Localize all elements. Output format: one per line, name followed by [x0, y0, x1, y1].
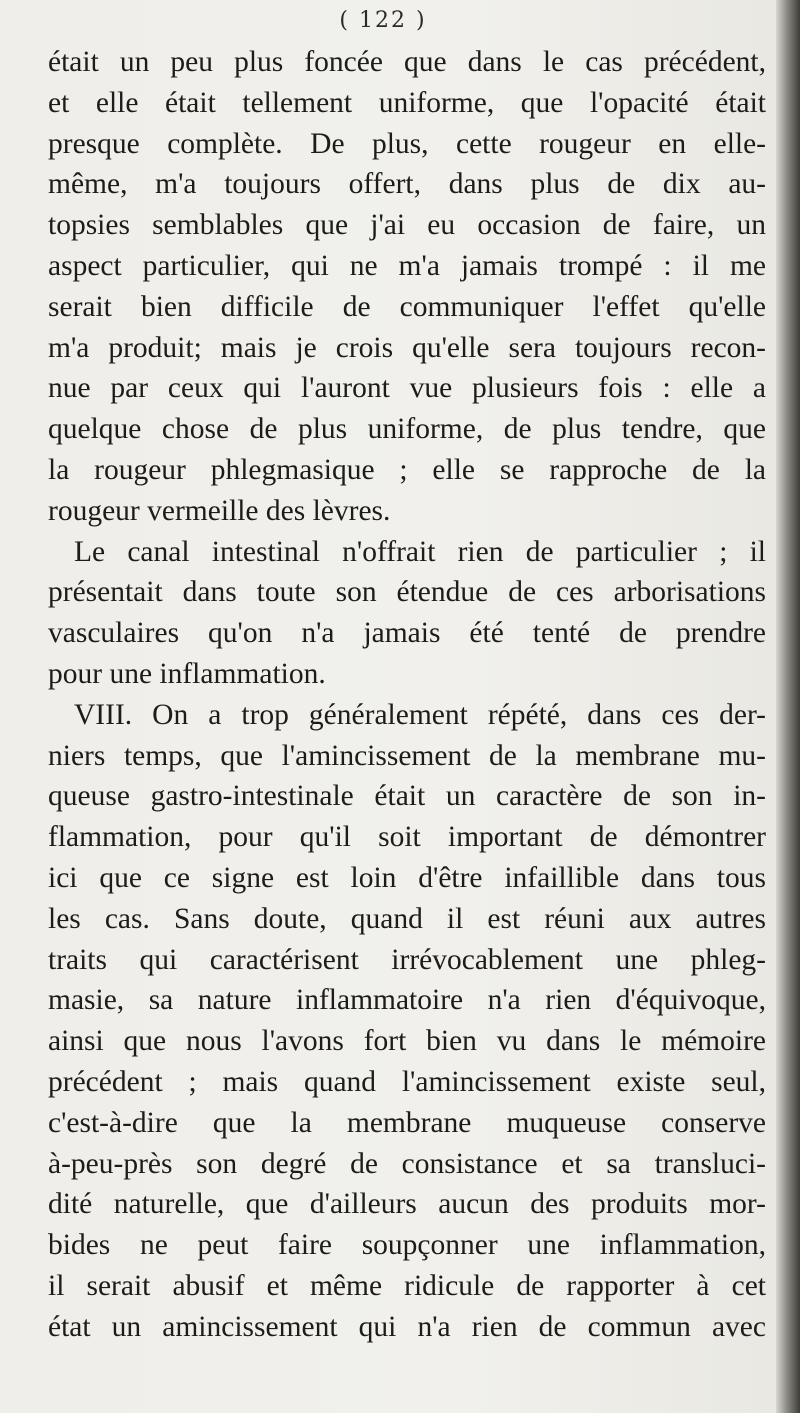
paragraph-start-line: Le canal intestinal n'offrait rien de particulier ; il [74, 535, 766, 568]
text-line: pour une inflammation. [48, 657, 326, 690]
text-line: était un peu plus foncée que dans le cas précédent, [48, 46, 766, 78]
text-line: la rougeur phlegmasique ; elle se rapproche de la [48, 453, 766, 486]
page-binding-edge [776, 0, 800, 1413]
text-line: niers temps, que l'amincissement de la membrane mu- [48, 739, 766, 772]
text-line: m'a produit; mais je crois qu'elle sera toujours recon- [48, 331, 766, 364]
text-line: bides ne peut faire soupçonner une inflammation, [48, 1229, 766, 1262]
text-line: presque complète. De plus, cette rougeur en elle- [48, 127, 766, 160]
body-text [48, 42, 766, 1348]
text-line: nue par ceux qui l'auront vue plusieurs fois : elle a [48, 372, 766, 405]
text-line: précédent ; mais quand l'amincissement existe seul, [48, 1065, 766, 1098]
text-line: serait bien difficile de communiquer l'effet qu'elle [48, 290, 766, 323]
text-line: masie, sa nature inflammatoire n'a rien d'équivoque, [48, 984, 766, 1017]
text-line: flammation, pour qu'il soit important de démontrer [48, 821, 766, 854]
paragraph-start-line: VIII. On a trop généralement répété, dans ces der- [74, 698, 766, 731]
text-line: à-peu-près son degré de consistance et sa transluci- [48, 1147, 766, 1180]
text-line: les cas. Sans doute, quand il est réuni aux autres [48, 902, 766, 935]
text-line: dité naturelle, que d'ailleurs aucun des produits mor- [48, 1188, 766, 1221]
text-line: topsies semblables que j'ai eu occasion de faire, un [48, 209, 766, 242]
text-line: c'est-à-dire que la membrane muqueuse conserve [48, 1106, 766, 1139]
text-line: présentait dans toute son étendue de ces arborisations [48, 576, 766, 609]
text-line: ici que ce signe est loin d'être infaillible dans tous [48, 861, 766, 894]
text-line: vasculaires qu'on n'a jamais été tenté de prendre [48, 617, 766, 650]
text-line: aspect particulier, qui ne m'a jamais trompé : il me [48, 249, 766, 282]
text-line: il serait abusif et même ridicule de rapporter à cet [48, 1269, 766, 1302]
text-line: même, m'a toujours offert, dans plus de dix au- [48, 168, 766, 201]
text-line: rougeur vermeille des lèvres. [48, 494, 391, 527]
text-line: traits qui caractérisent irrévocablement une phleg- [48, 943, 766, 976]
text-line: état un amincissement qui n'a rien de commun avec [48, 1310, 766, 1343]
text-line: queuse gastro-intestinale était un caractère de son in- [48, 780, 766, 813]
text-line: et elle était tellement uniforme, que l'opacité était [48, 86, 766, 119]
text-line: ainsi que nous l'avons fort bien vu dans le mémoire [48, 1025, 766, 1058]
page-number: ( 122 ) [339, 8, 427, 33]
text-line: quelque chose de plus uniforme, de plus tendre, que [48, 413, 766, 446]
